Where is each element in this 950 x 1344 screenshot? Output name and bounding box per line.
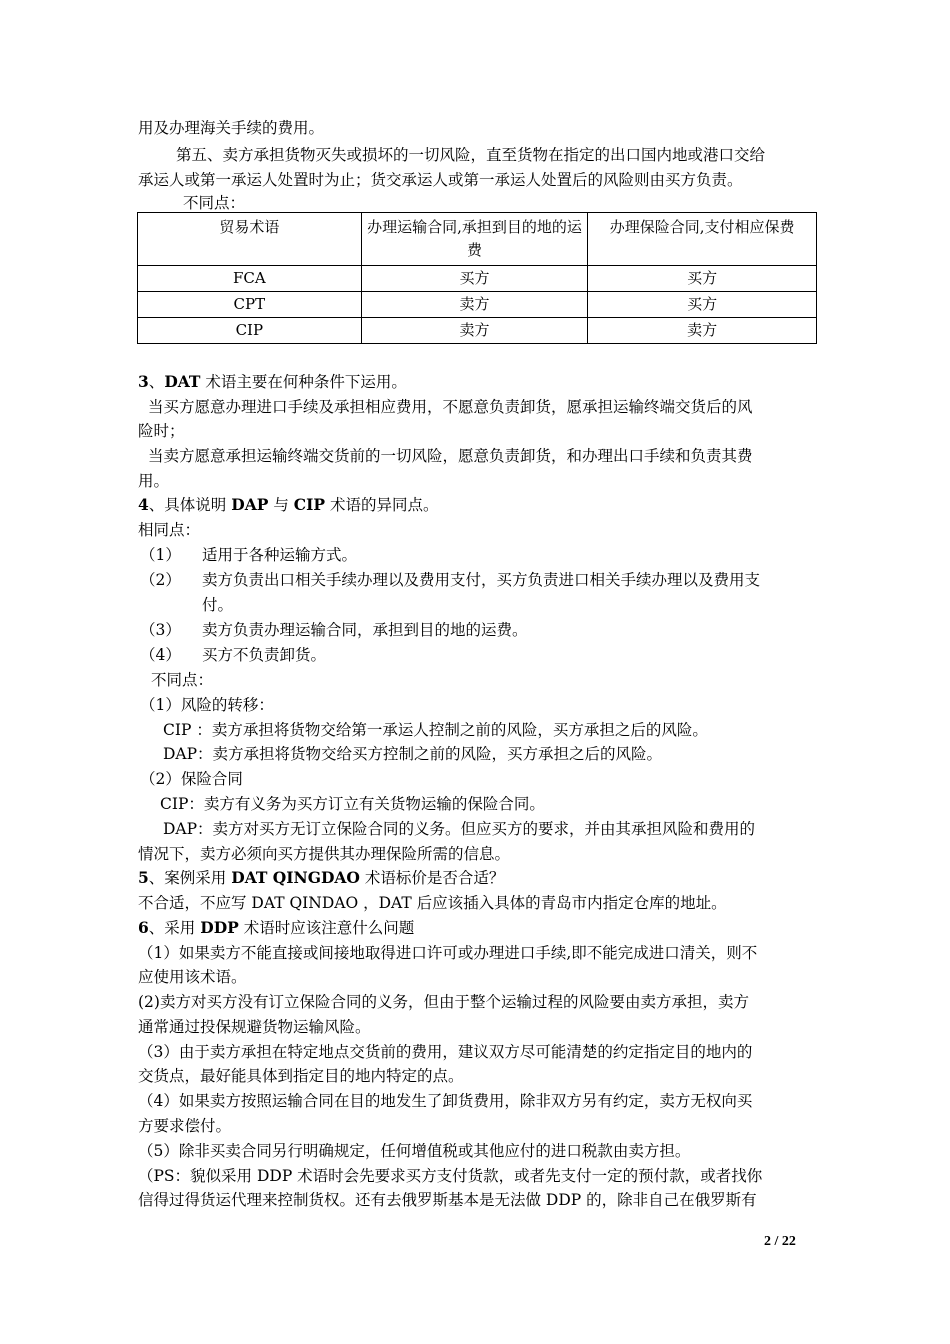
q5-answer: 不合适，不应写 DAT QINDAO ，DAT 后应该插入具体的青岛市内指定仓库的地址。 [138, 894, 727, 912]
list-item: （2） [140, 571, 181, 589]
list-item-text: 适用于各种运输方式。 [202, 546, 358, 564]
risk-cip: CIP ：卖方承担将货物交给第一承运人控制之前的风险，买方承担之后的风险。 [163, 721, 708, 739]
table-cell: 卖方 [588, 318, 817, 344]
intro-line-3: 承运人或第一承运人处置时为止；货交承运人或第一承运人处置后的风险则由买方负责。 [138, 171, 743, 189]
q3-paragraph-2: 当卖方愿意承担运输终端交货前的一切风险，愿意负责卸货，和办理出口手续和负责其费 [148, 447, 753, 465]
table-header-cell: 办理保险合同,支付相应保费 [588, 213, 817, 266]
risk-transfer-title: （1）风险的转移： [140, 696, 274, 714]
table-row [138, 292, 817, 318]
question-5-heading: 5、案例采用 DAT QINGDAO 术语标价是否合适？ [138, 868, 505, 887]
trade-terms-table [137, 212, 817, 344]
list-item-text: 卖方负责办理运输合同，承担到目的地的运费。 [202, 621, 528, 639]
question-3-heading: 3、DAT 术语主要在何种条件下运用。 [138, 372, 407, 391]
list-item: （3） [140, 621, 181, 639]
table-header-cell: 办理运输合同,承担到目的地的运费 [361, 213, 588, 266]
table-cell: FCA [138, 266, 362, 292]
table-cell: 买方 [588, 266, 817, 292]
insurance-dap: DAP：卖方对买方无订立保险合同的义务。但应买方的要求，并由其承担风险和费用的 [163, 820, 756, 838]
page-number: 2 / 22 [764, 1234, 796, 1249]
insurance-cip: CIP：卖方有义务为买方订立有关货物运输的保险合同。 [160, 795, 545, 813]
q6-point-2: (2)卖方对买方没有订立保险合同的义务，但由于整个运输过程的风险要由卖方承担，卖方 [138, 993, 749, 1011]
differences-label-2: 不同点： [151, 671, 214, 689]
q6-point-3: （3）由于卖方承担在特定地点交货前的费用，建议双方尽可能清楚的约定指定目的地内的 [138, 1043, 753, 1061]
q6-point-4: （4）如果卖方按照运输合同在目的地发生了卸货费用，除非双方另有约定，卖方无权向买 [138, 1092, 753, 1110]
table-cell: 买方 [361, 266, 588, 292]
table-cell: CIP [138, 318, 362, 344]
table-row [138, 318, 817, 344]
table-cell: 卖方 [361, 318, 588, 344]
q6-point-4-cont: 方要求偿付。 [138, 1117, 232, 1135]
intro-line-2: 第五、卖方承担货物灭失或损坏的一切风险，直至货物在指定的出口国内地或港口交给 [176, 146, 766, 164]
question-6-heading: 6、采用 DDP 术语时应该注意什么问题 [138, 918, 415, 937]
table-cell: CPT [138, 292, 362, 318]
q3-paragraph-2-cont: 用。 [138, 472, 170, 490]
insurance-title: （2）保险合同 [140, 770, 243, 788]
q6-point-5: （5）除非买卖合同另行明确规定，任何增值税或其他应付的进口税款由卖方担。 [138, 1142, 691, 1160]
table-row [138, 266, 817, 292]
table-cell: 卖方 [361, 292, 588, 318]
insurance-dap-cont: 情况下，卖方必须向买方提供其办理保险所需的信息。 [138, 845, 511, 863]
q6-point-3-cont: 交货点，最好能具体到指定目的地内特定的点。 [138, 1067, 464, 1085]
q6-point-1-cont: 应使用该术语。 [138, 968, 247, 986]
list-item-text-cont: 付。 [202, 596, 234, 614]
list-item: （1） [140, 546, 181, 564]
q3-paragraph-1-cont: 险时； [138, 422, 185, 440]
intro-line-1: 用及办理海关手续的费用。 [138, 119, 325, 137]
list-item-text: 卖方负责出口相关手续办理以及费用支付，买方负责进口相关手续办理以及费用支 [202, 571, 761, 589]
q6-point-1: （1）如果卖方不能直接或间接地取得进口许可或办理进口手续,即不能完成进口清关，则不 [138, 944, 758, 962]
table-header-cell: 贸易术语 [138, 213, 362, 266]
list-item: （4） [140, 646, 181, 664]
risk-dap: DAP：卖方承担将货物交给买方控制之前的风险，买方承担之后的风险。 [163, 745, 663, 763]
q6-point-2-cont: 通常通过投保规避货物运输风险。 [138, 1018, 371, 1036]
list-item-text: 买方不负责卸货。 [202, 646, 327, 664]
table-header-row [138, 213, 817, 266]
q3-paragraph-1: 当买方愿意办理进口手续及承担相应费用，不愿意负责卸货，愿承担运输终端交货后的风 [148, 398, 753, 416]
q6-ps-note-cont: 信得过得货运代理来控制货权。还有去俄罗斯基本是无法做 DDP 的，除非自己在俄罗斯有 [138, 1191, 757, 1209]
similarities-label: 相同点： [138, 521, 201, 539]
question-4-heading: 4、具体说明 DAP 与 CIP 术语的异同点。 [138, 495, 439, 514]
differences-label: 不同点： [183, 194, 246, 212]
table-cell: 买方 [588, 292, 817, 318]
q6-ps-note: （PS：貌似采用 DDP 术语时会先要求买方支付货款，或者先支付一定的预付款，或者找你 [138, 1167, 763, 1185]
